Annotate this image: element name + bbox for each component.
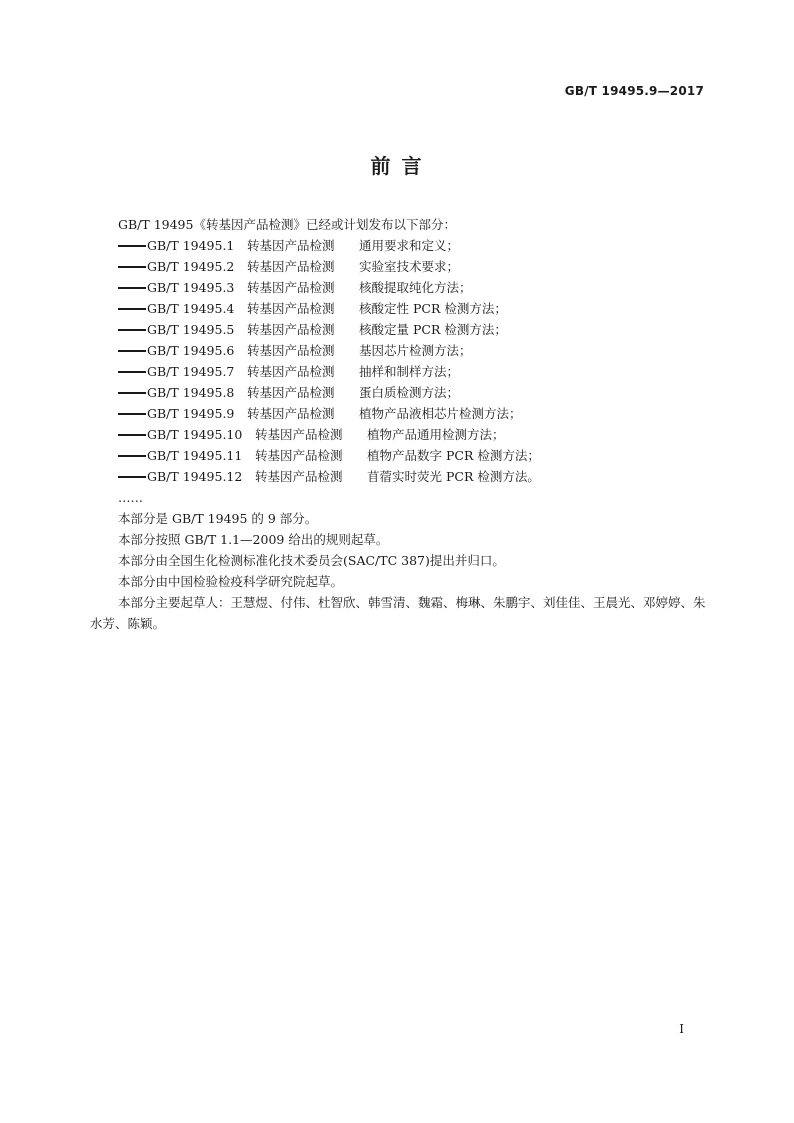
em-dash-mark: [118, 308, 146, 310]
part-code: GB/T 19495.11: [147, 448, 243, 463]
part-method: 实验室技术要求；: [359, 259, 460, 274]
standard-code-header: GB/T 19495.9—2017: [564, 84, 704, 98]
part-code: GB/T 19495.5: [147, 322, 235, 337]
list-item: [90, 424, 708, 445]
part-code: GB/T 19495.7: [147, 364, 235, 379]
list-item: [90, 277, 708, 298]
em-dash-mark: [118, 476, 146, 478]
ellipsis-line: ……: [118, 490, 143, 505]
part-name: 转基因产品检测: [247, 259, 335, 274]
em-dash-mark: [118, 413, 146, 415]
part-method: 植物产品液相芯片检测方法；: [359, 406, 522, 421]
part-method: 苜蓿实时荧光 PCR 检测方法。: [367, 469, 540, 484]
em-dash-mark: [118, 392, 146, 394]
list-item: [90, 445, 708, 466]
part-method: 核酸定性 PCR 检测方法；: [359, 301, 507, 316]
part-method: 植物产品数字 PCR 检测方法；: [367, 448, 540, 463]
part-name: 转基因产品检测: [247, 343, 335, 358]
list-item: [90, 466, 708, 487]
part-method: 核酸定量 PCR 检测方法；: [359, 322, 507, 337]
list-item: [90, 319, 708, 340]
part-method: 核酸提取纯化方法；: [359, 280, 472, 295]
statement-drafters: 本部分主要起草人：王慧煜、付伟、杜智欣、韩雪清、魏霜、梅琳、朱鹏宇、刘佳佳、王晨光、邓婷婷、朱水芳、陈颖。: [90, 595, 706, 631]
statement-drafting-org: 本部分由中国检验检疫科学研究院起草。: [118, 574, 344, 589]
part-code: GB/T 19495.6: [147, 343, 235, 358]
part-code: GB/T 19495.3: [147, 280, 235, 295]
em-dash-mark: [118, 371, 146, 373]
part-name: 转基因产品检测: [247, 238, 335, 253]
intro-text: GB/T 19495《转基因产品检测》已经或计划发布以下部分：: [118, 217, 456, 232]
em-dash-mark: [118, 350, 146, 352]
list-item: [90, 340, 708, 361]
part-method: 植物产品通用检测方法；: [367, 427, 505, 442]
statement-part-of: 本部分是 GB/T 19495 的 9 部分。: [118, 511, 318, 526]
part-name: 转基因产品检测: [247, 280, 335, 295]
part-name: 转基因产品检测: [247, 385, 335, 400]
part-code: GB/T 19495.10: [147, 427, 243, 442]
em-dash-mark: [118, 245, 146, 247]
part-name: 转基因产品检测: [255, 448, 343, 463]
part-code: GB/T 19495.12: [147, 469, 243, 484]
part-code: GB/T 19495.8: [147, 385, 235, 400]
list-item: [90, 256, 708, 277]
parts-list: [90, 235, 708, 487]
part-name: 转基因产品检测: [247, 301, 335, 316]
page-number: I: [679, 1022, 684, 1036]
em-dash-mark: [118, 455, 146, 457]
foreword-body: [90, 214, 708, 634]
list-item: [90, 382, 708, 403]
em-dash-mark: [118, 434, 146, 436]
em-dash-mark: [118, 266, 146, 268]
part-code: GB/T 19495.9: [147, 406, 235, 421]
em-dash-mark: [118, 287, 146, 289]
part-code: GB/T 19495.2: [147, 259, 235, 274]
list-item: [90, 235, 708, 256]
part-method: 通用要求和定义；: [359, 238, 460, 253]
part-method: 基因芯片检测方法；: [359, 343, 472, 358]
part-name: 转基因产品检测: [247, 406, 335, 421]
part-name: 转基因产品检测: [247, 364, 335, 379]
part-name: 转基因产品检测: [255, 427, 343, 442]
list-item: [90, 403, 708, 424]
statement-proposed-by: 本部分由全国生化检测标准化技术委员会(SAC/TC 387)提出并归口。: [118, 553, 505, 568]
part-code: GB/T 19495.4: [147, 301, 235, 316]
statement-drafting-rules: 本部分按照 GB/T 1.1—2009 给出的规则起草。: [118, 532, 389, 547]
list-item: [90, 298, 708, 319]
part-method: 蛋白质检测方法；: [359, 385, 460, 400]
list-item: [90, 361, 708, 382]
part-name: 转基因产品检测: [255, 469, 343, 484]
page-title: 前 言: [370, 154, 424, 178]
part-code: GB/T 19495.1: [147, 238, 235, 253]
em-dash-mark: [118, 329, 146, 331]
part-name: 转基因产品检测: [247, 322, 335, 337]
part-method: 抽样和制样方法；: [359, 364, 460, 379]
